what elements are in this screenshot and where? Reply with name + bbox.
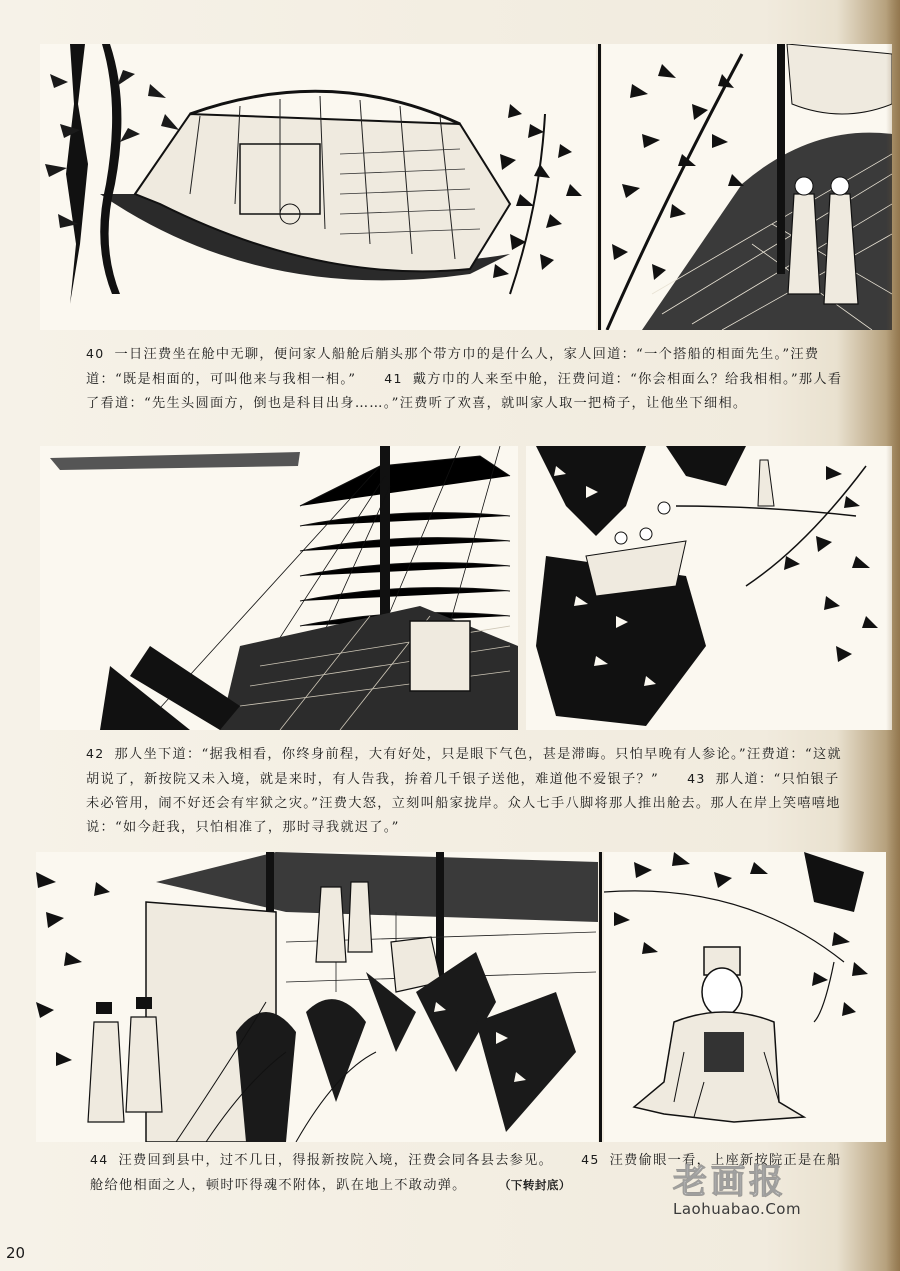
caption-number-40: 40 — [86, 346, 105, 361]
caption-number-45: 45 — [581, 1152, 600, 1167]
caption-text-44: 汪费回到县中，过不几日，得报新按院入境，汪费会同各县去参见。 — [118, 1153, 554, 1168]
panel-divider-row1 — [598, 44, 601, 330]
book-spine-shadow — [886, 0, 900, 1271]
caption-text-45: 汪费偷眼一看，上座新按院正是在船舱给他相面之人，顿时吓得魂不附体，趴在地上不敢动弹。 — [90, 1153, 842, 1193]
panel-44-illustration — [36, 852, 598, 1142]
caption-number-43: 43 — [687, 771, 706, 786]
watermark-logo: 老画报 — [673, 1162, 787, 1202]
cabin-interior-drawing — [602, 44, 892, 330]
caption-text-43: 那人道：“只怕银子未必管用，闹不好还会有牢狱之灾。”汪费大怒，立刻叫船家拢岸。众人七手八脚将那人推出舱去。那人在岸上笑嘻嘻地说：“如今赶我，只怕相准了，那时寻我就迟了。” — [86, 772, 841, 835]
page-number: 20 — [6, 1244, 26, 1262]
caption-number-42: 42 — [86, 746, 105, 761]
caption-text-42: 那人坐下道：“据我相看，你终身前程，大有好处，只是眼下气色，甚是滞晦。只怕早晚有人参论。”汪费道：“这就胡说了，新按院又未入境，就是来时，有人告我，拚着几千银子送他，难道他不爱银子？” — [86, 747, 842, 787]
watermark-url: Laohuabao.Com — [673, 1200, 802, 1218]
panel-45-illustration — [604, 852, 886, 1142]
sails-and-ship-drawing — [40, 446, 518, 730]
caption-number-44: 44 — [90, 1152, 109, 1167]
caption-text-40: 一日汪费坐在舱中无聊，便问家人船舱后艄头那个带方巾的是什么人，家人回道：“一个搭船的相面先生。”汪费道：“既是相面的，可叫他来与我相一相。” — [86, 347, 820, 387]
boat-cabin-drawing — [40, 44, 596, 330]
caption-row1 — [86, 342, 846, 416]
court-hall-drawing — [36, 852, 598, 1142]
site-watermark — [673, 1164, 848, 1220]
kneeling-official-drawing — [604, 852, 886, 1142]
shore-and-trees-drawing — [526, 446, 892, 730]
caption-number-41: 41 — [384, 371, 403, 386]
caption-row2 — [86, 742, 846, 840]
panel-41-illustration — [602, 44, 892, 330]
panel-40-illustration — [40, 44, 596, 330]
panel-43-illustration — [526, 446, 892, 730]
caption-text-41: 戴方巾的人来至中舱，汪费问道：“你会相面么？给我相相。”那人看了看道：“先生头圆面方，倒也是科目出身……。”汪费听了欢喜，就叫家人取一把椅子，让他坐下细相。 — [86, 372, 843, 411]
panel-divider-row3 — [599, 852, 602, 1142]
continued-on-back-cover-note: （下转封底） — [504, 1178, 571, 1192]
panel-42-illustration — [40, 446, 518, 730]
